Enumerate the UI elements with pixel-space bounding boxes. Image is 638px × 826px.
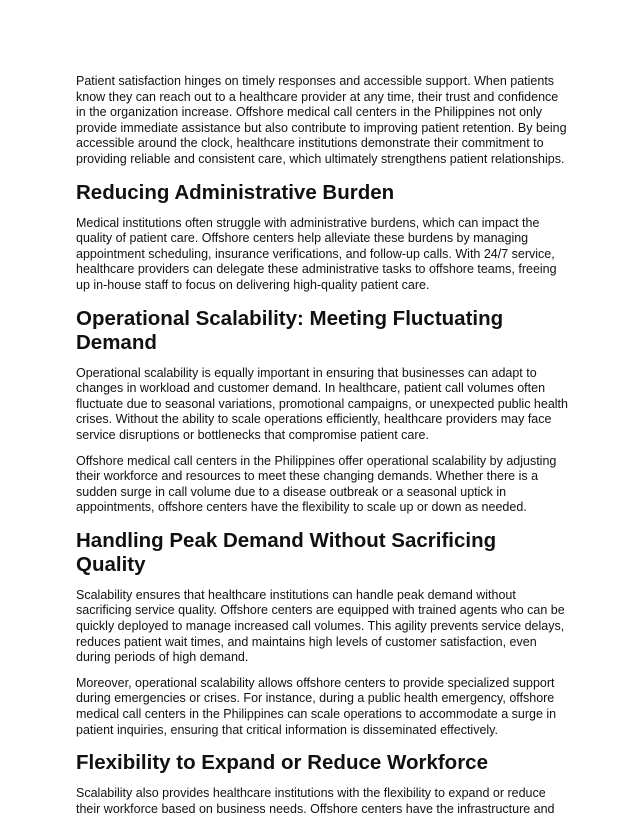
heading-reducing-administrative-burden: Reducing Administrative Burden: [76, 180, 395, 204]
paragraph-administrative-burden: Medical institutions often struggle with administrative burdens, which can impact the quality of patient care. Offshore centers help alleviate these burdens by managing appointment scheduling, insurance verifications, and follow-up calls. With 24/7 service, healthcare providers can delegate these administrative tasks to offshore teams, freeing up in-house staff to focus on delivering high-quality patient care.: [76, 215, 557, 292]
paragraph-flexibility-workforce: Scalability also provides healthcare institutions with the flexibility to expand or reduce their workforce based on business needs. Offshore centers have the infrastructure and: [76, 786, 555, 816]
paragraph-operational-scalability-detail: Offshore medical call centers in the Philippines offer operational scalability by adjusting their workforce and resources to meet these changing demands. Whether there is a sudden surge in call volume due to a disease outbreak or a seasonal uptick in appointments, offshore centers have the flexibility to scale up or down as needed.: [76, 453, 557, 515]
heading-operational-scalability: Operational Scalability: Meeting Fluctuating Demand: [76, 306, 504, 354]
paragraph-peak-demand: Scalability ensures that healthcare institutions can handle peak demand without sacrificing service quality. Offshore centers are equipped with trained agents who can be quickly deployed to manage increased call volumes. This agility prevents service delays, reduces patient wait times, and maintains high levels of customer satisfaction, even during periods of high demand.: [76, 587, 565, 665]
heading-flexibility-workforce: Flexibility to Expand or Reduce Workforce: [76, 751, 488, 775]
document-page: [76, 74, 568, 817]
paragraph-patient-satisfaction: Patient satisfaction hinges on timely responses and accessible support. When patients know they can reach out to a healthcare provider at any time, their trust and confidence in the organization increase. Offshore medical call centers in the Philippines not only provide immediate assistance but also contribute to improving patient retention. By being accessible around the clock, healthcare institutions demonstrate their commitment to providing reliable and consistent care, which ultimately strengthens patient relationships.: [76, 74, 567, 166]
paragraph-operational-scalability-intro: Operational scalability is equally important in ensuring that businesses can adapt to changes in workload and customer demand. In healthcare, patient call volumes often fluctuate due to seasonal variations, promotional campaigns, or unexpected public health crises. Without the ability to scale operations efficiently, healthcare providers may face service disruptions or bottlenecks that compromise patient care.: [76, 365, 568, 442]
paragraph-emergency-support: Moreover, operational scalability allows offshore centers to provide specialized support during emergencies or crises. For instance, during a public health emergency, offshore medical call centers in the Philippines can scale operations to accommodate a surge in patient inquiries, ensuring that critical information is disseminated effectively.: [76, 675, 557, 737]
heading-handling-peak-demand: Handling Peak Demand Without Sacrificing Quality: [76, 528, 497, 576]
